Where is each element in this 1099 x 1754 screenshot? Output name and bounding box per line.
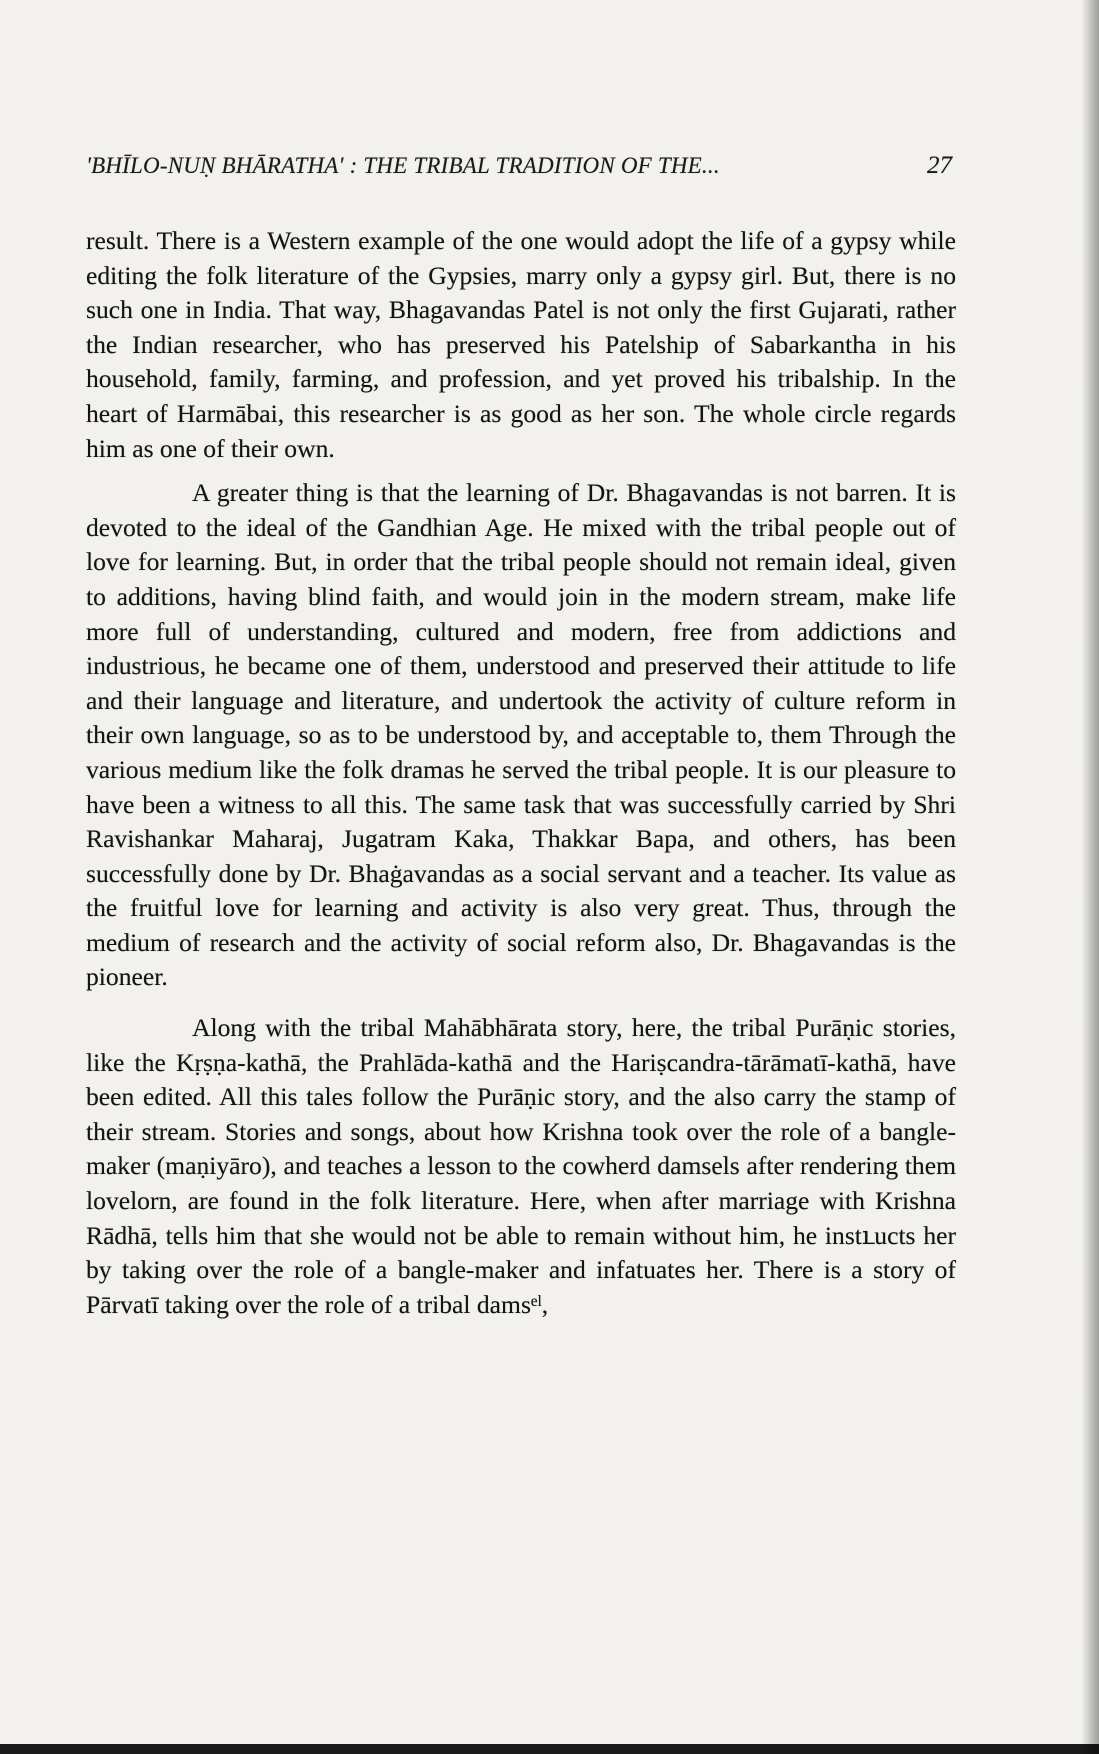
running-title: 'BHĪLO-NUṆ BHĀRATHA' : THE TRIBAL TRADITION OF THE... [86,153,720,178]
page-number: 27 [927,152,952,179]
body-text [86,224,956,1322]
paragraph-3: Along with the tribal Mahābhārata story, here, the tribal Purāṇic stories, like the Kṛṣṇa-kathā, the Prahlāda-kathā and the Hariṣcandra-tārāmatī-kathā, have been edited. All this tales follow the Purāṇic story, and the also carry the stamp of their stream. Stories and songs, about how Krishna took over the role of a bangle-maker (maṇiyāro), and teaches a lesson to the cowherd damsels after rendering them lovelorn, are found in the folk literature. Here, when after marriage with Krishna Rādhā, tells him that she would not be able to remain without him, he instւucts her by taking over the role of a bangle-maker and infatuates her. There is a story of Pārvatī taking over the role of a tribal damsᵉˡ, [86,1013,956,1319]
paragraph-1: result. There is a Western example of the one would adopt the life of a gypsy while editing the folk literature of the Gypsies, marry only a gypsy girl. But, there is no such one in India. That way, Bhagavandas Patel is not only the first Gujarati, rather the Indian researcher, who has preserved his Patelship of Sabarkantha in his household, family, farming, and profession, and yet proved his tribalship. In the heart of Harmābai, this researcher is as good as her son. The whole circle regards him as one of their own. [86,226,956,463]
paragraph-2: A greater thing is that the learning of Dr. Bhagavandas is not barren. It is devoted to the ideal of the Gandhian Age. He mixed with the tribal people out of love for learning. But, in order that the tribal people should not remain ideal, given to additions, having blind faith, and would join in the modern stream, make life more full of understanding, cultured and modern, free from addictions and industrious, he became one of them, understood and preserved their attitude to life and their language and literature, and undertook the activity of culture reform in their own language, so as to be understood by, and acceptable to, them Through the various medium like the folk dramas he served the tribal people. It is our pleasure to have been a witness to all this. The same task that was successfully carried by Shri Ravishankar Maharaj, Jugatram Kaka, Thakkar Bapa, and others, has been successfully done by Dr. Bhaġavandas as a social servant and a teacher. Its value as the fruitful love for learning and activity is also very great. Thus, through the medium of research and the activity of social reform also, Dr. Bhagavandas is the pioneer. [86,478,956,992]
scan-bottom-edge [0,1744,1099,1754]
running-header [86,152,952,188]
